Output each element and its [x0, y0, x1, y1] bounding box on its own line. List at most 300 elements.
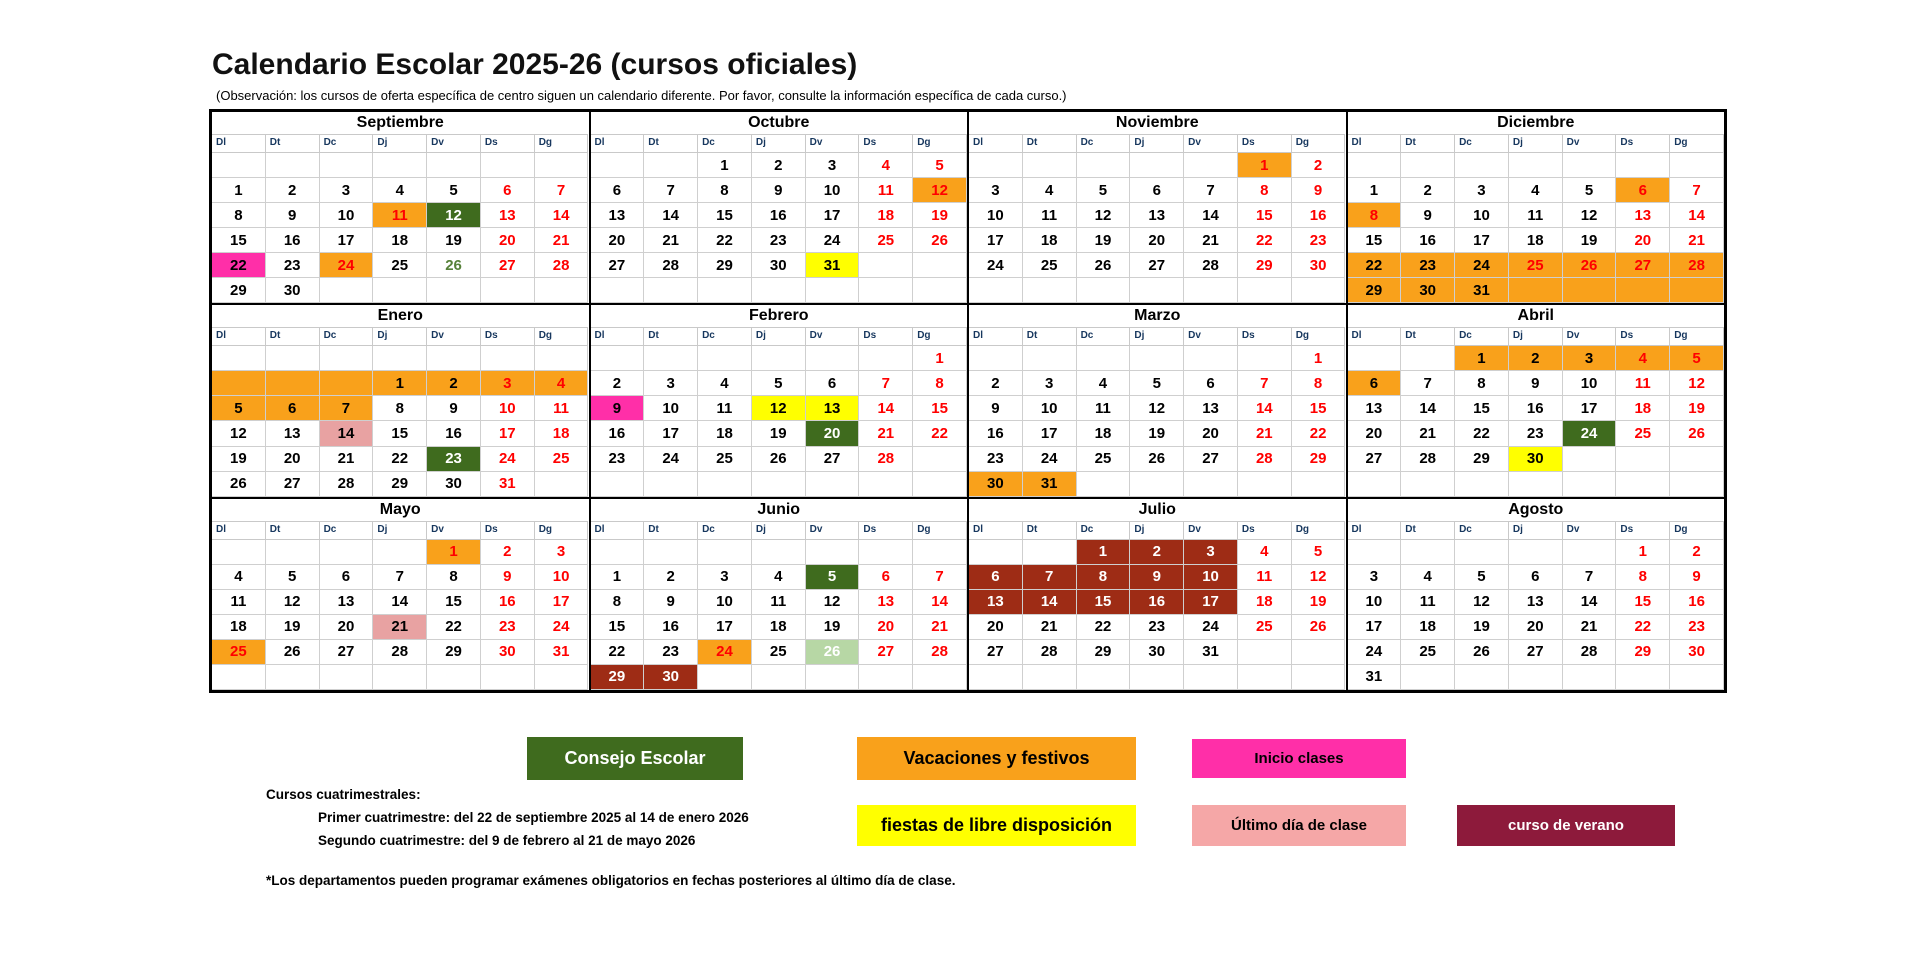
day-cell: 17	[481, 421, 535, 446]
weekday-label: Dl	[591, 521, 645, 540]
day-cell: 26	[1292, 615, 1346, 640]
day-cell: 31	[481, 472, 535, 497]
day-cell: 26	[427, 253, 481, 278]
day-cell: 28	[535, 253, 589, 278]
day-cell: 22	[1292, 421, 1346, 446]
day-cell: 16	[266, 228, 320, 253]
weeks-grid	[591, 346, 968, 496]
day-cell: 8	[1616, 565, 1670, 590]
empty-cell	[1184, 278, 1238, 303]
day-cell: 16	[1292, 203, 1346, 228]
day-cell: 7	[1563, 565, 1617, 590]
day-cell: 30	[481, 640, 535, 665]
weekday-label: Dl	[212, 134, 266, 153]
empty-cell	[535, 665, 589, 690]
day-cell: 26	[212, 472, 266, 497]
empty-cell	[859, 540, 913, 565]
day-cell: 9	[969, 396, 1023, 421]
day-cell: 15	[373, 421, 427, 446]
weekday-label: Dj	[752, 327, 806, 346]
empty-cell	[1184, 665, 1238, 690]
day-cell: 6	[969, 565, 1023, 590]
day-cell: 13	[1616, 203, 1670, 228]
day-cell: 26	[1130, 447, 1184, 472]
day-cell: 20	[320, 615, 374, 640]
day-cell: 20	[969, 615, 1023, 640]
weekday-label: Dv	[806, 134, 860, 153]
empty-cell	[1401, 153, 1455, 178]
month-octubre	[591, 112, 968, 303]
day-cell: 29	[698, 253, 752, 278]
day-cell: 23	[591, 447, 645, 472]
empty-cell	[1670, 665, 1724, 690]
weekday-label: Dc	[698, 134, 752, 153]
day-cell: 21	[913, 615, 967, 640]
day-cell: 23	[752, 228, 806, 253]
weekday-header-row	[1348, 521, 1725, 540]
weekday-header-row	[591, 327, 968, 346]
empty-cell	[1509, 153, 1563, 178]
month-title: Noviembre	[1115, 114, 1199, 131]
empty-cell	[1509, 665, 1563, 690]
day-cell: 17	[698, 615, 752, 640]
weekday-label: Dv	[427, 521, 481, 540]
empty-cell	[481, 278, 535, 303]
empty-cell	[427, 665, 481, 690]
day-cell: 16	[752, 203, 806, 228]
weekday-label: Dv	[1563, 327, 1617, 346]
day-cell: 17	[644, 421, 698, 446]
day-cell: 18	[698, 421, 752, 446]
day-cell: 25	[212, 640, 266, 665]
empty-cell	[591, 346, 645, 371]
day-cell: 23	[1670, 615, 1724, 640]
day-cell: 17	[806, 203, 860, 228]
weekday-header-row	[969, 134, 1346, 153]
day-cell: 4	[212, 565, 266, 590]
empty-cell	[1292, 472, 1346, 497]
weekday-label: Ds	[1238, 327, 1292, 346]
page-title: Calendario Escolar 2025-26 (cursos oficiales)	[212, 48, 858, 81]
day-cell: 19	[266, 615, 320, 640]
day-cell: 1	[1616, 540, 1670, 565]
empty-cell	[373, 346, 427, 371]
empty-cell	[1238, 640, 1292, 665]
day-cell: 24	[969, 253, 1023, 278]
day-cell: 24	[644, 447, 698, 472]
day-cell: 7	[1023, 565, 1077, 590]
day-cell: 26	[1563, 253, 1617, 278]
day-cell: 19	[1130, 421, 1184, 446]
day-cell: 16	[1401, 228, 1455, 253]
weekday-label: Dg	[1670, 134, 1724, 153]
day-cell: 16	[1130, 590, 1184, 615]
day-cell: 9	[752, 178, 806, 203]
day-cell: 21	[1023, 615, 1077, 640]
day-cell: 30	[266, 278, 320, 303]
empty-cell	[969, 540, 1023, 565]
day-cell: 5	[1563, 178, 1617, 203]
day-cell: 8	[1292, 371, 1346, 396]
day-cell: 4	[752, 565, 806, 590]
day-cell: 14	[373, 590, 427, 615]
empty-cell	[806, 472, 860, 497]
day-cell: 7	[859, 371, 913, 396]
day-cell: 5	[1455, 565, 1509, 590]
weekday-label: Dl	[1348, 327, 1402, 346]
month-title: Abril	[1517, 307, 1554, 325]
day-cell: 11	[1509, 203, 1563, 228]
day-cell: 20	[481, 228, 535, 253]
day-cell: 17	[1563, 396, 1617, 421]
empty-cell	[1238, 472, 1292, 497]
weekday-label: Dt	[1401, 327, 1455, 346]
day-cell: 28	[1401, 447, 1455, 472]
day-cell: 22	[1077, 615, 1131, 640]
weekday-label: Ds	[481, 134, 535, 153]
day-cell: 22	[1455, 421, 1509, 446]
day-cell: 15	[212, 228, 266, 253]
day-cell: 4	[859, 153, 913, 178]
day-cell: 1	[1455, 346, 1509, 371]
day-cell: 24	[806, 228, 860, 253]
empty-cell	[481, 153, 535, 178]
day-cell: 3	[698, 565, 752, 590]
month-septiembre	[212, 112, 589, 303]
weekday-header-row	[1348, 327, 1725, 346]
day-cell: 10	[969, 203, 1023, 228]
weekday-label: Dc	[320, 521, 374, 540]
day-cell: 13	[859, 590, 913, 615]
day-cell: 30	[427, 472, 481, 497]
day-cell: 27	[266, 472, 320, 497]
day-cell: 30	[969, 472, 1023, 497]
empty-cell	[969, 665, 1023, 690]
empty-cell	[591, 153, 645, 178]
day-cell: 2	[1401, 178, 1455, 203]
weekday-label: Dc	[1455, 521, 1509, 540]
day-cell: 23	[481, 615, 535, 640]
day-cell: 25	[698, 447, 752, 472]
weeks-grid	[969, 346, 1346, 496]
day-cell: 8	[1455, 371, 1509, 396]
weekday-label: Dc	[1077, 327, 1131, 346]
day-cell: 20	[1130, 228, 1184, 253]
day-cell: 14	[644, 203, 698, 228]
empty-cell	[1184, 153, 1238, 178]
empty-cell	[913, 472, 967, 497]
empty-cell	[1023, 278, 1077, 303]
empty-cell	[373, 540, 427, 565]
day-cell: 3	[1184, 540, 1238, 565]
month-julio	[969, 499, 1346, 690]
weekday-label: Dg	[913, 521, 967, 540]
empty-cell	[1563, 153, 1617, 178]
empty-cell	[481, 665, 535, 690]
day-cell: 5	[752, 371, 806, 396]
weekday-label: Dv	[806, 327, 860, 346]
day-cell: 7	[1670, 178, 1724, 203]
day-cell: 30	[1670, 640, 1724, 665]
weekday-label: Dg	[913, 134, 967, 153]
day-cell: 11	[1616, 371, 1670, 396]
empty-cell	[212, 153, 266, 178]
day-cell: 6	[859, 565, 913, 590]
empty-cell	[535, 472, 589, 497]
day-cell: 7	[913, 565, 967, 590]
empty-cell	[266, 346, 320, 371]
day-cell: 8	[1348, 203, 1402, 228]
day-cell: 2	[1509, 346, 1563, 371]
day-cell: 21	[1238, 421, 1292, 446]
day-cell: 29	[591, 665, 645, 690]
month-noviembre	[969, 112, 1346, 303]
day-cell: 10	[1455, 203, 1509, 228]
day-cell: 16	[969, 421, 1023, 446]
day-cell: 13	[320, 590, 374, 615]
day-cell: 1	[1238, 153, 1292, 178]
month-marzo	[969, 305, 1346, 496]
day-cell: 11	[1401, 590, 1455, 615]
empty-cell	[644, 346, 698, 371]
day-cell: 7	[1238, 371, 1292, 396]
weekday-label: Dc	[1455, 134, 1509, 153]
day-cell: 5	[1670, 346, 1724, 371]
day-cell: 14	[1023, 590, 1077, 615]
day-cell: 28	[1238, 447, 1292, 472]
weekday-label: Dt	[1023, 327, 1077, 346]
day-cell: 28	[1563, 640, 1617, 665]
day-cell: 12	[1670, 371, 1724, 396]
day-cell: 30	[1401, 278, 1455, 303]
weekday-label: Dt	[266, 134, 320, 153]
day-cell: 3	[969, 178, 1023, 203]
day-cell: 8	[698, 178, 752, 203]
weekday-label: Dc	[1077, 521, 1131, 540]
day-cell: 6	[1616, 178, 1670, 203]
day-cell: 3	[1563, 346, 1617, 371]
weekday-header-row	[591, 134, 968, 153]
day-cell: 20	[859, 615, 913, 640]
day-cell: 20	[266, 447, 320, 472]
day-cell: 23	[969, 447, 1023, 472]
weekday-label: Dg	[913, 327, 967, 346]
day-cell: 14	[535, 203, 589, 228]
empty-cell	[969, 346, 1023, 371]
day-cell: 22	[1616, 615, 1670, 640]
empty-cell	[1023, 665, 1077, 690]
weekday-label: Ds	[1616, 134, 1670, 153]
day-cell: 26	[806, 640, 860, 665]
empty-cell	[320, 540, 374, 565]
day-cell: 19	[1077, 228, 1131, 253]
day-cell: 27	[1616, 253, 1670, 278]
weekday-label: Dt	[644, 521, 698, 540]
weeks-grid	[1348, 153, 1725, 303]
empty-cell	[969, 278, 1023, 303]
day-cell: 21	[859, 421, 913, 446]
empty-cell	[644, 278, 698, 303]
weekday-label: Dt	[266, 327, 320, 346]
day-cell: 12	[752, 396, 806, 421]
day-cell: 17	[1184, 590, 1238, 615]
day-cell: 15	[1455, 396, 1509, 421]
empty-cell	[1455, 540, 1509, 565]
day-cell: 29	[212, 278, 266, 303]
day-cell: 18	[1509, 228, 1563, 253]
weekday-label: Dl	[591, 327, 645, 346]
empty-cell	[859, 253, 913, 278]
day-cell: 1	[373, 371, 427, 396]
day-cell: 22	[427, 615, 481, 640]
day-cell: 23	[266, 253, 320, 278]
day-cell: 9	[1509, 371, 1563, 396]
day-cell: 31	[806, 253, 860, 278]
day-cell: 29	[1616, 640, 1670, 665]
day-cell: 30	[1509, 447, 1563, 472]
day-cell: 30	[752, 253, 806, 278]
day-cell: 25	[859, 228, 913, 253]
day-cell: 14	[913, 590, 967, 615]
empty-cell	[806, 346, 860, 371]
day-cell: 21	[1184, 228, 1238, 253]
empty-cell	[535, 278, 589, 303]
day-cell: 27	[859, 640, 913, 665]
day-cell: 27	[1130, 253, 1184, 278]
day-cell: 22	[212, 253, 266, 278]
day-cell: 25	[373, 253, 427, 278]
day-cell: 1	[1292, 346, 1346, 371]
weekday-label: Dt	[1401, 521, 1455, 540]
empty-cell	[1023, 540, 1077, 565]
day-cell: 3	[806, 153, 860, 178]
weekday-label: Dg	[535, 521, 589, 540]
day-cell: 5	[1130, 371, 1184, 396]
day-cell: 25	[1401, 640, 1455, 665]
weekday-label: Ds	[1238, 134, 1292, 153]
day-cell: 10	[481, 396, 535, 421]
month-junio	[591, 499, 968, 690]
empty-cell	[1670, 472, 1724, 497]
day-cell: 2	[591, 371, 645, 396]
month-title: Julio	[1138, 500, 1176, 518]
day-cell: 11	[859, 178, 913, 203]
day-cell: 28	[320, 472, 374, 497]
day-cell: 2	[427, 371, 481, 396]
day-cell: 14	[859, 396, 913, 421]
day-cell: 31	[1348, 665, 1402, 690]
day-cell: 12	[1292, 565, 1346, 590]
day-cell: 9	[591, 396, 645, 421]
weekday-label: Ds	[481, 327, 535, 346]
empty-cell	[1401, 540, 1455, 565]
day-cell: 13	[481, 203, 535, 228]
weekday-label: Ds	[859, 521, 913, 540]
month-title: Junio	[757, 500, 801, 518]
empty-cell	[1238, 665, 1292, 690]
empty-cell	[913, 540, 967, 565]
empty-cell	[1130, 472, 1184, 497]
day-cell: 4	[1023, 178, 1077, 203]
page-subtitle: (Observación: los cursos de oferta específica de centro siguen un calendario diferente. Por favor, consulte la información específica de cada curso.)	[216, 88, 1067, 103]
weekday-header-row	[212, 134, 589, 153]
day-cell: 17	[1455, 228, 1509, 253]
day-cell: 28	[1184, 253, 1238, 278]
day-cell: 25	[1023, 253, 1077, 278]
day-cell: 9	[1292, 178, 1346, 203]
day-cell: 6	[1130, 178, 1184, 203]
empty-cell	[859, 346, 913, 371]
day-cell: 25	[752, 640, 806, 665]
weekday-label: Dv	[427, 134, 481, 153]
day-cell: 7	[644, 178, 698, 203]
day-cell: 6	[591, 178, 645, 203]
empty-cell	[913, 278, 967, 303]
day-cell: 22	[1238, 228, 1292, 253]
day-cell: 22	[1348, 253, 1402, 278]
day-cell: 1	[698, 153, 752, 178]
month-title: Agosto	[1508, 500, 1564, 518]
day-cell: 13	[806, 396, 860, 421]
day-cell: 28	[644, 253, 698, 278]
empty-cell	[698, 278, 752, 303]
day-cell: 15	[1238, 203, 1292, 228]
month-mayo	[212, 499, 589, 690]
day-cell: 13	[1130, 203, 1184, 228]
weekday-label: Dc	[320, 134, 374, 153]
day-cell: 3	[1023, 371, 1077, 396]
weekday-label: Dt	[1401, 134, 1455, 153]
empty-cell	[806, 540, 860, 565]
empty-cell	[1401, 346, 1455, 371]
empty-cell	[1455, 665, 1509, 690]
day-cell: 8	[373, 396, 427, 421]
day-cell: 11	[752, 590, 806, 615]
day-cell: 28	[859, 447, 913, 472]
day-cell: 27	[806, 447, 860, 472]
empty-cell	[1077, 472, 1131, 497]
day-cell: 31	[1455, 278, 1509, 303]
weekday-label: Dl	[1348, 521, 1402, 540]
empty-cell	[1077, 278, 1131, 303]
month-diciembre	[1348, 112, 1725, 303]
empty-cell	[1563, 447, 1617, 472]
day-cell: 26	[913, 228, 967, 253]
empty-cell	[1130, 346, 1184, 371]
day-cell: 4	[698, 371, 752, 396]
day-cell: 24	[698, 640, 752, 665]
weekday-label: Dv	[1184, 521, 1238, 540]
day-cell: 12	[806, 590, 860, 615]
day-cell: 8	[427, 565, 481, 590]
month-title: Octubre	[748, 114, 810, 131]
day-cell: 23	[427, 447, 481, 472]
weekday-label: Dj	[1130, 327, 1184, 346]
day-cell: 2	[752, 153, 806, 178]
empty-cell	[1563, 540, 1617, 565]
day-cell: 2	[1292, 153, 1346, 178]
empty-cell	[1130, 153, 1184, 178]
empty-cell	[591, 540, 645, 565]
month-title: Mayo	[379, 500, 421, 518]
empty-cell	[320, 346, 374, 371]
empty-cell	[1563, 472, 1617, 497]
day-cell: 24	[1563, 421, 1617, 446]
day-cell: 6	[1348, 371, 1402, 396]
day-cell: 3	[1455, 178, 1509, 203]
weekday-label: Dc	[1455, 327, 1509, 346]
day-cell: 15	[1292, 396, 1346, 421]
